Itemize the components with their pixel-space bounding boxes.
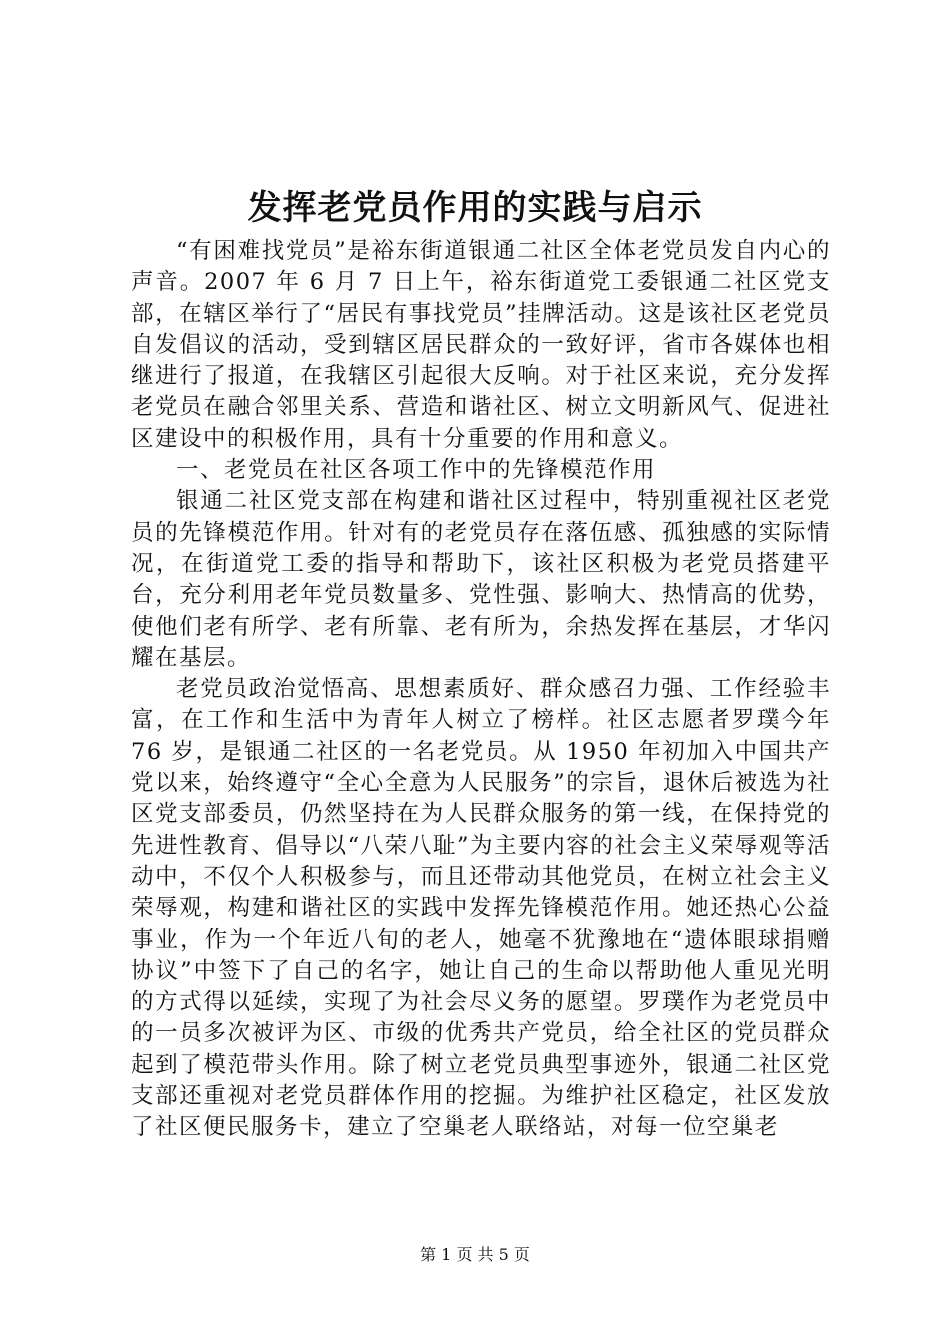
paragraph-section-1b: 老党员政治觉悟高、思想素质好、群众感召力强、工作经验丰富，在工作和生活中为青年人树立了榜样。社区志愿者罗璞今年 76 岁，是银通二社区的一名老党员。从 1950 年初加入中国共产党以来，始终遵守“全心全意为人民服务”的宗旨，退休后被选为社区党支部委员，仍然坚持在为人民群众服务的第一线，在保持党的先进性教育、倡导以“八荣八耻”为主要内容的社会主义荣辱观等活动中，不仅个人积极参与，而且还带动其他党员，在树立社会主义荣辱观，构建和谐社区的实践中发挥先锋模范作用。她还热心公益事业，作为一个年近八旬的老人，她毫不犹豫地在“遗体眼球捐赠协议”中签下了自己的名字，她让自己的生命以帮助他人重见光明的方式得以延续，实现了为社会尽义务的愿望。罗璞作为老党员中的一员多次被评为区、市级的优秀共产党员，给全社区的党员群众起到了模范带头作用。除了树立老党员典型事迹外，银通二社区党支部还重视对老党员群体作用的挖掘。为维护社区稳定，社区发放了社区便民服务卡，建立了空巢老人联络站，对每一位空巢老 — [131, 676, 831, 1141]
paragraph-intro: “有困难找党员”是裕东街道银通二社区全体老党员发自内心的声音。2007 年 6 月 7 日上午，裕东街道党工委银通二社区党支部，在辖区举行了“居民有事找党员”挂牌活动。这是该社区老党员自发倡议的活动，受到辖区居民群众的一致好评，省市各媒体也相继进行了报道，在我辖区引起很大反响。对于社区来说，充分发挥老党员在融合邻里关系、营造和谐社区、树立文明新风气、促进社区建设中的积极作用，具有十分重要的作用和意义。 — [131, 238, 831, 452]
page-number-footer: 第 1 页 共 5 页 — [420, 1245, 530, 1264]
document-body — [131, 236, 831, 1144]
paragraph-section-1a: 银通二社区党支部在构建和谐社区过程中，特别重视社区老党员的先锋模范作用。针对有的老党员存在落伍感、孤独感的实际情况，在街道党工委的指导和帮助下，该社区积极为老党员搭建平台，充分利用老年党员数量多、党性强、影响大、热情高的优势，使他们老有所学、老有所靠、老有所为，余热发挥在基层，才华闪耀在基层。 — [131, 488, 831, 671]
section-heading-1: 一、老党员在社区各项工作中的先锋模范作用 — [176, 457, 657, 484]
document-title: 发挥老党员作用的实践与启示 — [247, 188, 703, 228]
